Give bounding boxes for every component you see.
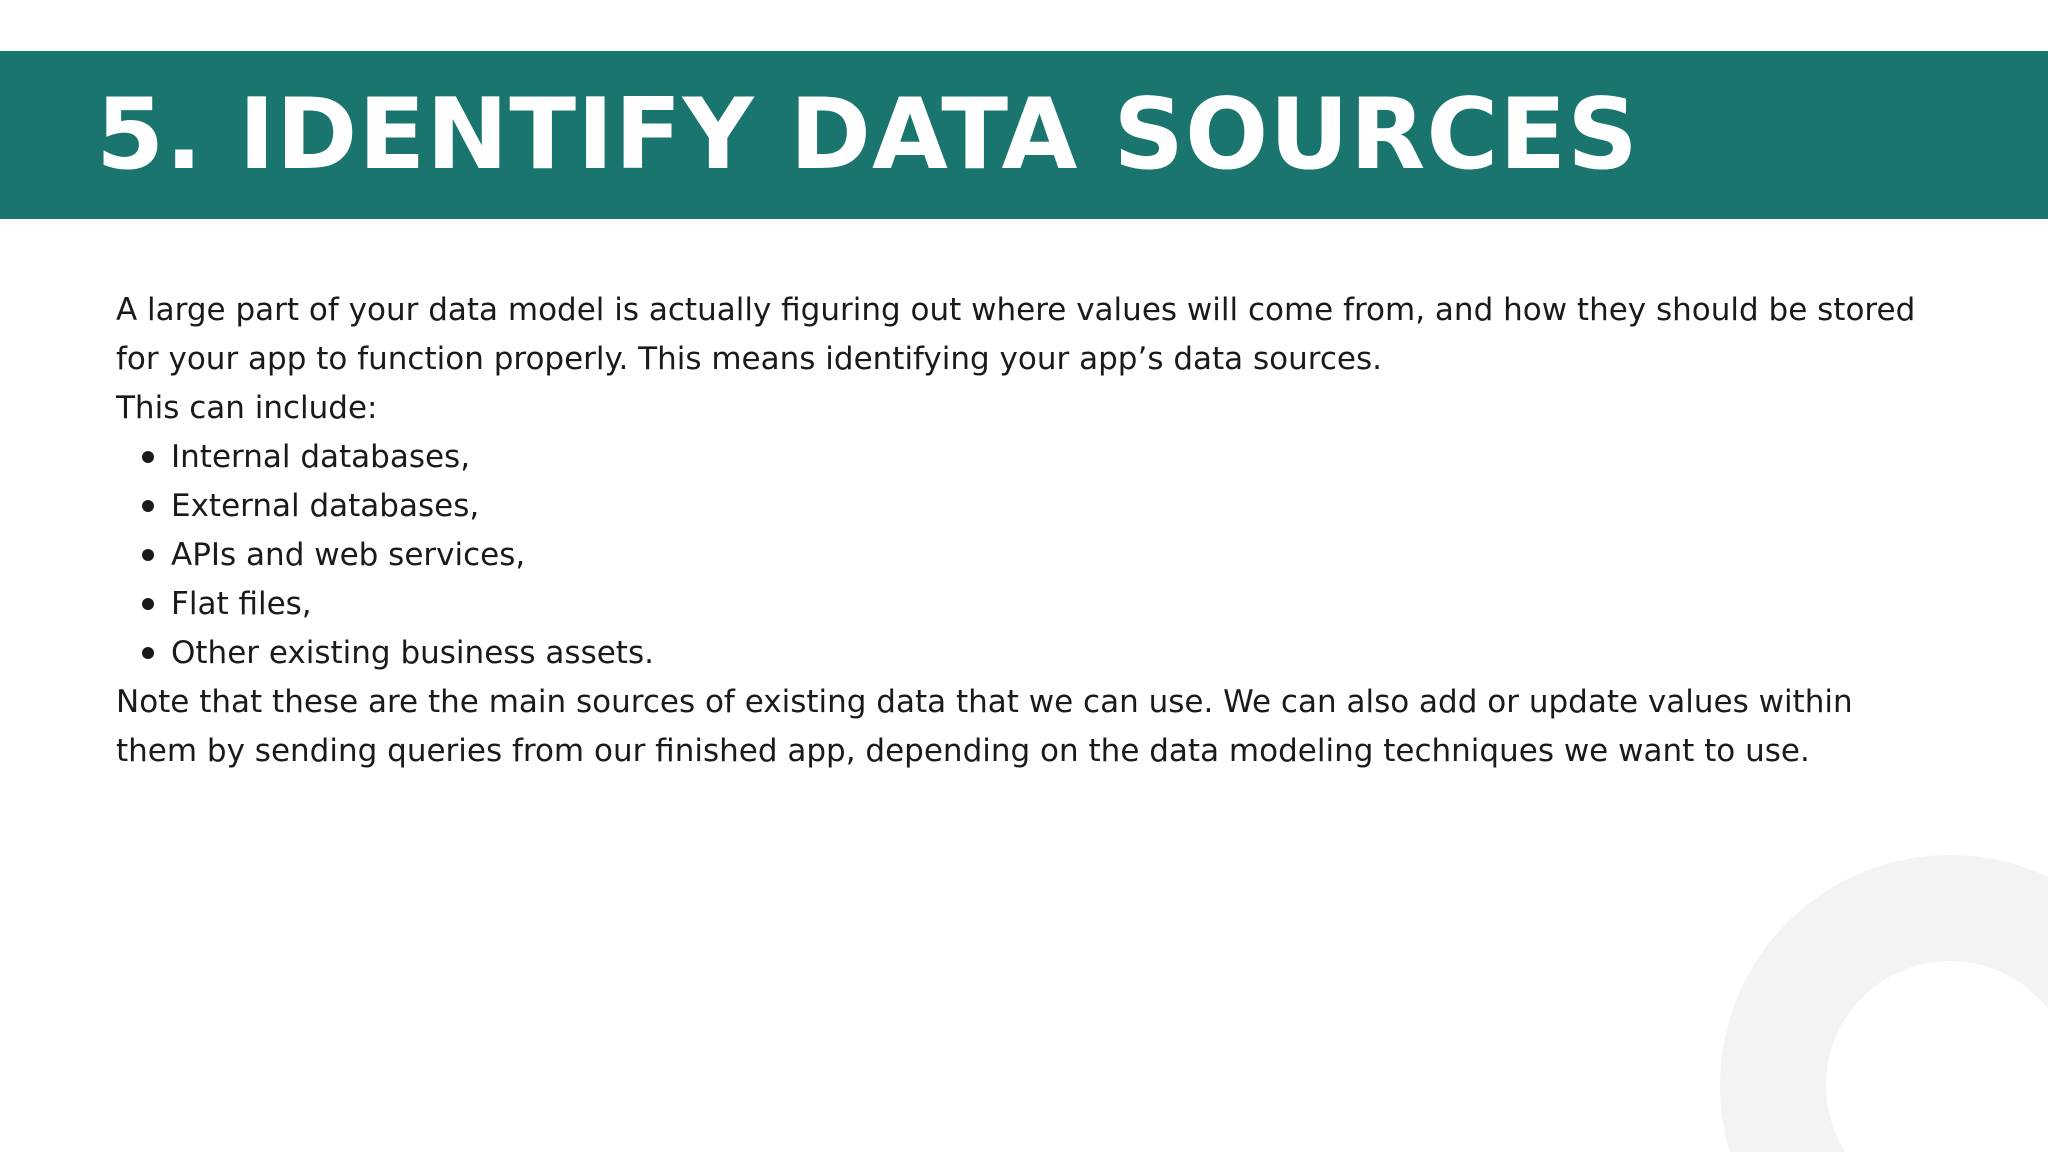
bullet-icon [142, 598, 154, 610]
list-item-text: APIs and web services, [171, 537, 526, 573]
list-item [171, 433, 1936, 482]
slide-body [116, 286, 1936, 776]
list-item-text: Internal databases, [171, 439, 471, 475]
bullet-icon [142, 549, 154, 561]
list-item-text: Other existing business assets. [171, 635, 654, 671]
bullet-icon [142, 451, 154, 463]
lead-in-text: This can include: [116, 390, 378, 426]
bullet-icon [142, 500, 154, 512]
note-paragraph: Note that these are the main sources of existing data that we can use. We can also add or update values within them by sending queries from our finished app, depending on the data modeling techniques we want to use. [116, 684, 1853, 769]
list-item [171, 629, 1936, 678]
list-item [171, 482, 1936, 531]
bullet-icon [142, 647, 154, 659]
slide-title: 5. IDENTIFY DATA SOURCES [96, 78, 1639, 192]
intro-paragraph: A large part of your data model is actually figuring out where values will come from, and how they should be stored for your app to function properly. This means identifying your app’s data sources. [116, 292, 1916, 377]
list-item-text: External databases, [171, 488, 480, 524]
list-item-text: Flat files, [171, 586, 312, 622]
list-item [171, 580, 1936, 629]
decorative-ring-icon [1720, 855, 2048, 1152]
list-item [171, 531, 1936, 580]
data-sources-list [116, 433, 1936, 678]
